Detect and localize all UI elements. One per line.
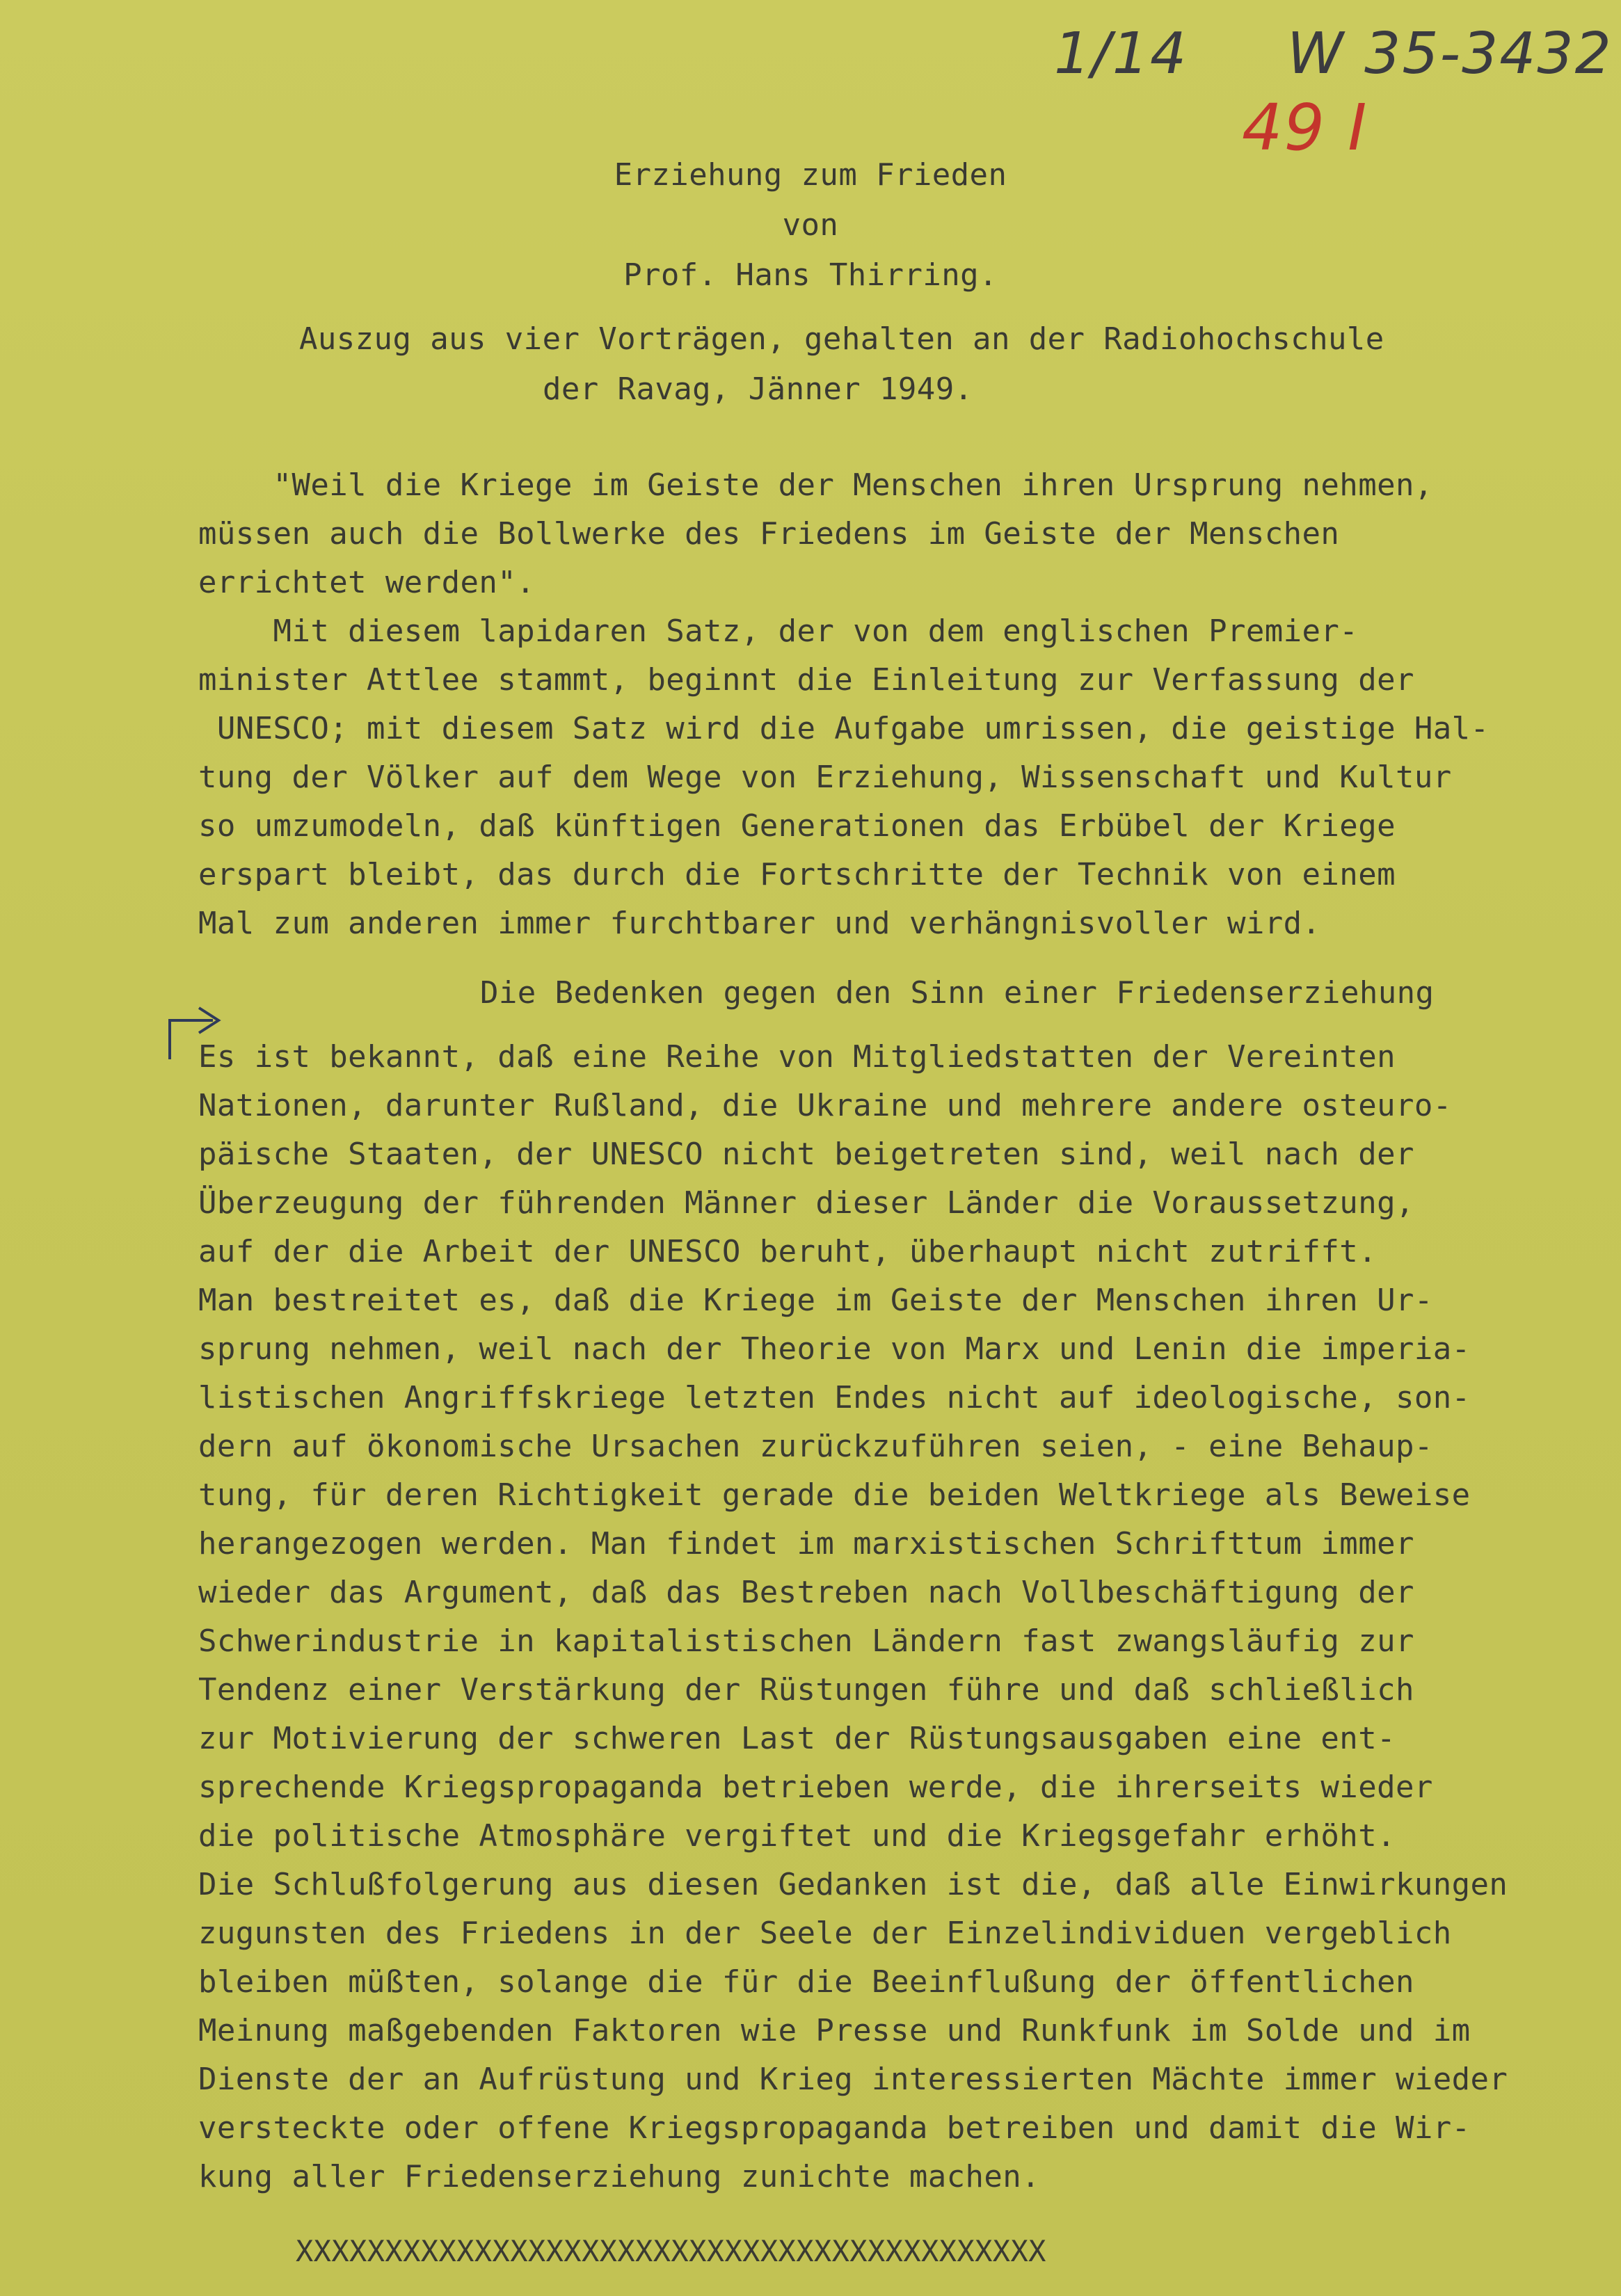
body-line: auf der die Arbeit der UNESCO beruht, überhaupt nicht zutrifft. — [198, 1234, 1378, 1269]
body-line: Man bestreitet es, daß die Kriege im Geiste der Menschen ihren Ur- — [198, 1283, 1433, 1318]
body-line: versteckte oder offene Kriegspropaganda betreiben und damit die Wir- — [198, 2110, 1471, 2146]
body-line: wieder das Argument, daß das Bestreben nach Vollbeschäftigung der — [198, 1575, 1414, 1610]
body-line: päische Staaten, der UNESCO nicht beigetreten sind, weil nach der — [198, 1137, 1414, 1172]
body-line: tung, für deren Richtigkeit gerade die beiden Weltkriege als Beweise — [198, 1477, 1471, 1513]
subtitle-line-1: Auszug aus vier Vorträgen, gehalten an der Radiohochschule — [299, 321, 1384, 357]
body-line: so umzumodeln, daß künftigen Generationen das Erbübel der Kriege — [198, 808, 1396, 844]
body-line: Mal zum anderen immer furchtbarer und verhängnisvoller wird. — [198, 906, 1321, 941]
subtitle-line-2: der Ravag, Jänner 1949. — [543, 371, 973, 407]
body-line: Es ist bekannt, daß eine Reihe von Mitgliedstatten der Vereinten — [198, 1039, 1396, 1075]
document-title: Erziehung zum Frieden — [614, 157, 1007, 193]
body-line: bleiben müßten, solange die für die Beeinflußung der öffentlichen — [198, 1964, 1414, 2000]
red-folio-mark: 49 I — [1242, 90, 1368, 165]
body-line: zur Motivierung der schweren Last der Rüstungsausgaben eine ent- — [198, 1721, 1396, 1756]
body-line: Die Schlußfolgerung aus diesen Gedanken ist die, daß alle Einwirkungen — [198, 1867, 1508, 1902]
section-heading: Die Bedenken gegen den Sinn einer Friedenserziehung — [480, 975, 1435, 1011]
body-line: Tendenz einer Verstärkung der Rüstungen führe und daß schließlich — [198, 1672, 1414, 1708]
body-line: minister Attlee stammt, beginnt die Einleitung zur Verfassung der — [198, 662, 1414, 698]
body-line: "Weil die Kriege im Geiste der Menschen ihren Ursprung nehmen, — [198, 467, 1433, 503]
body-line: dern auf ökonomische Ursachen zurückzuführen seien, - eine Behaup- — [198, 1429, 1433, 1464]
body-line: erspart bleibt, das durch die Fortschritte der Technik von einem — [198, 857, 1396, 892]
archive-page-number: 1/14 — [1054, 21, 1188, 87]
body-line: Überzeugung der führenden Männer dieser Länder die Voraussetzung, — [198, 1185, 1414, 1221]
archive-reference: W 35-3432 — [1287, 21, 1613, 87]
body-line: sprechende Kriegspropaganda betrieben werde, die ihrerseits wieder — [198, 1769, 1433, 1805]
body-line: kung aller Friedenserziehung zunichte machen. — [198, 2159, 1041, 2194]
body-line: Dienste der an Aufrüstung und Krieg interessierten Mächte immer wieder — [198, 2062, 1508, 2097]
body-line: Mit diesem lapidaren Satz, der von dem englischen Premier- — [198, 613, 1359, 649]
body-line: listischen Angriffskriege letzten Endes nicht auf ideologische, son- — [198, 1380, 1471, 1415]
body-line: tung der Völker auf dem Wege von Erziehung, Wissenschaft und Kultur — [198, 760, 1452, 795]
body-line: die politische Atmosphäre vergiftet und die Kriegsgefahr erhöht. — [198, 1818, 1396, 1854]
author-name: Prof. Hans Thirring. — [623, 257, 998, 293]
body-line: müssen auch die Bollwerke des Friedens im Geiste der Menschen — [198, 516, 1340, 552]
body-line: UNESCO; mit diesem Satz wird die Aufgabe umrissen, die geistige Hal- — [198, 711, 1490, 746]
body-line: sprung nehmen, weil nach der Theorie von Marx und Lenin die imperia- — [198, 1331, 1471, 1367]
body-line: zugunsten des Friedens in der Seele der Einzelindividuen vergeblich — [198, 1916, 1452, 1951]
body-line: errichtet werden". — [198, 565, 536, 600]
body-line: Schwerindustrie in kapitalistischen Ländern fast zwangsläufig zur — [198, 1623, 1414, 1659]
body-line: Nationen, darunter Rußland, die Ukraine und mehrere andere osteuro- — [198, 1088, 1452, 1123]
struck-out-line: XXXXXXXXXXXXXXXXXXXXXXXXXXXXXXXXXXXXXXXXXX — [296, 2234, 1046, 2268]
byline-von: von — [782, 207, 839, 243]
body-line: Meinung maßgebenden Faktoren wie Presse und Runkfunk im Solde und im — [198, 2013, 1471, 2048]
body-line: herangezogen werden. Man findet im marxistischen Schrifttum immer — [198, 1526, 1414, 1562]
